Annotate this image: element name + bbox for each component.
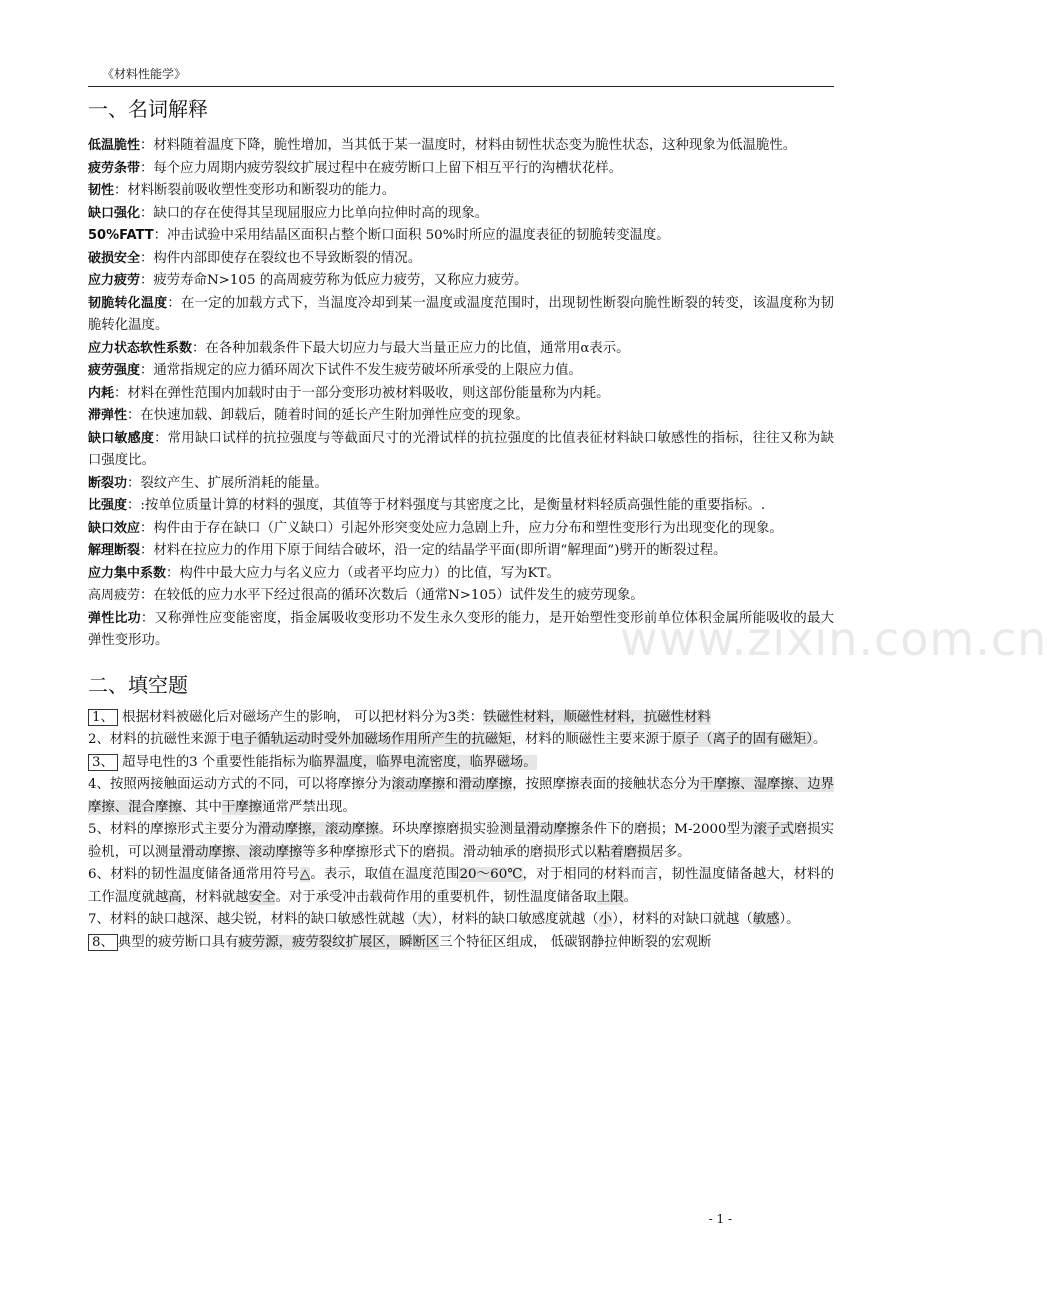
definition-separator: ： [127,498,141,513]
definition-entry [88,270,834,293]
answer-highlight: 铁磁性材料，顺磁性材料，抗磁性材料 [483,709,711,725]
definition-entry [88,540,834,563]
definition-separator: ： [140,138,154,153]
definition-term: 内耗 [88,385,115,401]
definition-entry [88,608,834,653]
question-text: ），材料的对缺口就越（ [612,912,753,927]
definition-term: 低温脆性 [88,138,141,153]
fill-blank-item [88,909,834,932]
page-header [88,66,834,87]
item-number: 3、 [88,754,118,771]
answer-highlight: 滑动摩擦 [458,777,513,792]
definition-entry [88,135,834,158]
answer-highlight: 小 [598,912,613,927]
definition-separator: ： [166,565,180,581]
fill-blank-item [88,707,834,730]
question-text: 。表示，取值在温度范围 [310,867,460,882]
definition-entry [88,158,834,181]
question-text: 4、按照两接触面运动方式的不同，可以将摩擦分为 [88,777,392,792]
definition-term: 韧脆转化温度 [88,295,168,311]
answer-highlight: 滚动摩擦 [391,777,446,792]
definition-separator: ： [192,340,206,356]
question-text: 通常严禁出现。 [262,799,356,815]
definition-text: 疲劳寿命N>105 的高周疲劳称为低应力疲劳，又称应力疲劳。 [153,273,528,288]
definition-entry [88,293,834,338]
question-text: ，材料的顺磁性主要来源于 [511,732,673,747]
answer-highlight: 疲劳源，疲劳裂纹扩展区，瞬断区 [238,934,440,950]
definition-separator: ： [140,520,154,536]
answer-highlight: 干摩擦、湿摩擦、边界摩擦、混合摩擦 [88,777,835,815]
definition-separator: ： [140,543,154,558]
question-text: 超导电性的3 个重要性能指标为 [117,754,310,770]
definition-text: 冲击试验中采用结晶区面积占整个断口面积 50%时所应的温度表征的韧脆转变温度。 [166,228,670,243]
definition-separator: ： [140,250,154,266]
answer-highlight: 高 [168,889,182,905]
definition-text: 材料在拉应力的作用下原于间结合破坏，沿一定的结晶学平面(即所谓“解理面”)劈开的断裂过程。 [153,543,727,558]
definition-entry [88,473,834,496]
question-text: 根据材料被磁化后对磁场产生的影响， 可以把材料分为3类： [117,709,484,725]
definition-separator: ： [114,183,128,198]
question-text: ，按照摩擦表面的接触状态分为 [512,777,700,792]
definition-entry [88,383,834,406]
answer-highlight: 敏感 [752,912,780,927]
fill-blank-item [88,819,834,864]
definition-term: 比强度 [88,498,128,513]
question-text: 、其中 [181,799,222,815]
definition-term: 50%FATT [88,228,154,243]
definition-text: 材料在弹性范围内加载时由于一部分变形功被材料吸收，则这部份能量称为内耗。 [127,385,610,401]
definition-text: :按单位质量计算的材料的强度，其值等于材料强度与其密度之比，是衡量材料轻质高强性能的重要指标。. [140,498,766,513]
answer-highlight: 干摩擦 [221,799,263,815]
answer-highlight: 大 [417,912,432,927]
question-text: 7、材料的缺口越深、越尖锐，材料的缺口敏感性就越（ [88,912,418,927]
definition-separator: ： [167,295,181,311]
definition-term: 疲劳条带 [88,160,141,176]
definition-separator: ： [140,160,154,176]
definition-text: 在一定的加载方式下，当温度冷却到某一温度或温度范围时，出现韧性断裂向脆性断裂的转变，该温度称为韧脆转化温度。 [88,295,835,333]
question-text: 。环块摩擦磨损实验测量 [378,822,527,837]
definition-term: 解理断裂 [88,543,141,558]
definition-entry [88,428,834,473]
definition-entry [88,563,834,586]
definition-term: 断裂功 [88,475,128,491]
definition-term: 应力状态软性系数 [88,340,193,356]
definition-text: 又称弹性应变能密度，指金属吸收变形功不发生永久变形的能力，是开始塑性变形前单位体积金属所能吸收的最大弹性变形功。 [88,610,835,648]
answer-highlight: 原子（离子的固有磁矩） [672,732,813,747]
item-number: 8、 [88,934,118,951]
definition-text: 常用缺口试样的抗拉强度与等截面尺寸的光滑试样的抗拉强度的比值表征材料缺口敏感性的指标，往往又称为缺口强度比。 [88,430,834,468]
definition-term: 应力疲劳 [88,273,141,288]
definition-separator: ： [140,273,154,288]
definition-term: 缺口效应 [88,520,141,536]
definition-text: 通常指规定的应力循环周次下试件不发生疲劳破坏所承受的上限应力值。 [153,363,582,378]
definition-separator: ： [127,475,141,491]
definition-entry [88,585,834,608]
definition-text: 构件由于存在缺口（广义缺口）引起外形突变处应力急剧上升，应力分布和塑性变形行为出现变化的现象。 [153,520,783,536]
page-content [88,90,834,954]
definition-entry [88,248,834,271]
answer-highlight: 滑动摩擦，滚动摩擦 [257,822,379,837]
definition-text: 在较低的应力水平下经过很高的循环次数后（通常N>105）试件发生的疲劳现象。 [153,588,644,603]
answer-highlight: 粘着磨损 [596,844,651,860]
page-number: - 1 - [708,1212,732,1226]
question-text: 。 [623,889,638,905]
question-text: ）。 [779,912,800,927]
definition-separator: ： [127,408,141,423]
definition-separator: ： [153,228,167,243]
question-text: 居多。 [650,844,691,860]
question-text: 等多种摩擦形式下的磨损。滑动轴承的磨损形式以 [302,844,597,860]
definition-term: 弹性比功 [88,610,141,626]
section-title-fill-blanks: 二、填空题 [88,672,188,697]
question-text: 三个特征区组成， 低碳钢静拉伸断裂的宏观断 [439,934,712,950]
definition-text: 构件内部即使存在裂纹也不导致断裂的情况。 [153,250,422,266]
question-text: 。对于承受冲击载荷作用的重要机件，韧性温度储备取 [275,889,597,905]
fill-blank-item [88,864,834,909]
definition-entry [88,495,834,518]
definition-term: 破损安全 [88,250,141,266]
question-text: ，材料就越 [181,889,249,905]
definition-separator: ： [114,385,128,401]
definition-entry [88,405,834,428]
definition-text: 在快速加载、卸载后，随着时间的延长产生附加弹性应变的现象。 [140,408,529,423]
definition-entry [88,360,834,383]
answer-highlight: 滑动摩擦 [526,822,581,837]
definition-separator: ： [140,363,154,378]
question-text: 2、材料的抗磁性来源于 [88,732,231,747]
definition-text: 缺口的存在使得其呈现屈服应力比单向拉伸时高的现象。 [153,205,489,221]
question-text: ，对于相同的材料而言，韧性温度储备越大，材料的工作温度就越 [88,867,835,905]
fill-blank-item [88,729,834,752]
question-text: 典型的疲劳断口具有 [117,934,239,950]
definition-term: 韧性 [88,183,115,198]
answer-highlight: 20～60℃ [459,867,523,882]
watermark: www.zixin.com.cn [620,612,1047,666]
question-text: 和 [445,777,459,792]
answer-highlight: △ [299,867,311,882]
definition-entry [88,203,834,226]
definition-text: 材料断裂前吸收塑性变形功和断裂功的能力。 [127,183,396,198]
definition-entry [88,180,834,203]
fill-blank-item [88,932,834,955]
definition-text: 裂纹产生、扩展所消耗的能量。 [140,475,328,491]
definition-separator: ： [140,610,155,626]
answer-highlight: 电子循轨运动时受外加磁场作用所产生的抗磁矩 [230,732,512,747]
answer-highlight: 上限 [596,889,624,905]
answer-highlight: 临界温度，临界电流密度，临界磁场。 [309,754,537,770]
question-text: ），材料的缺口敏感度就越（ [431,912,599,927]
definition-term: 疲劳强度 [88,363,141,378]
question-text: 5、材料的摩擦形式主要分为 [88,822,258,837]
definition-separator: ： [140,588,154,603]
definition-term: 高周疲劳 [88,588,141,603]
definition-entry [88,338,834,361]
header-title: 《材料性能学》 [102,67,187,81]
definition-term: 应力集中系数 [88,565,167,581]
definition-term: 滞弹性 [88,408,128,423]
answer-highlight: 滚子式 [753,822,794,837]
definition-text: 构件中最大应力与名义应力（或者平均应力）的比值，写为KT。 [179,565,560,581]
definition-text: 在各种加载条件下最大切应力与最大当量正应力的比值，通常用α表示。 [205,340,630,356]
definition-entry [88,518,834,541]
definition-term: 缺口强化 [88,205,141,221]
item-number: 1、 [88,709,118,726]
definition-separator: ： [140,205,154,221]
question-text: 条件下的磨损；M-2000型为 [580,822,754,837]
definition-entry [88,225,834,248]
question-text: 。 [812,732,827,747]
question-text: 6、材料的韧性温度储备通常用符号 [88,867,300,882]
fill-blank-item [88,752,834,775]
definition-text: 材料随着温度下降，脆性增加，当其低于某一温度时，材料由韧性状态变为脆性状态，这种现象为低温脆性。 [153,138,797,153]
answer-highlight: 安全 [248,889,276,905]
definition-text: 每个应力周期内疲劳裂纹扩展过程中在疲劳断口上留下相互平行的沟槽状花样。 [153,160,623,176]
answer-highlight: 滑动摩擦、滚动摩擦 [181,844,303,860]
fill-blank-item [88,774,834,819]
definition-term: 缺口敏感度 [88,430,155,446]
definition-separator: ： [154,430,168,446]
section-title-definitions: 一、名词解释 [88,97,208,121]
question-text: 磨损实验机，可以测量 [88,822,835,860]
definitions-list [88,135,834,653]
fill-blank-list [88,707,834,955]
